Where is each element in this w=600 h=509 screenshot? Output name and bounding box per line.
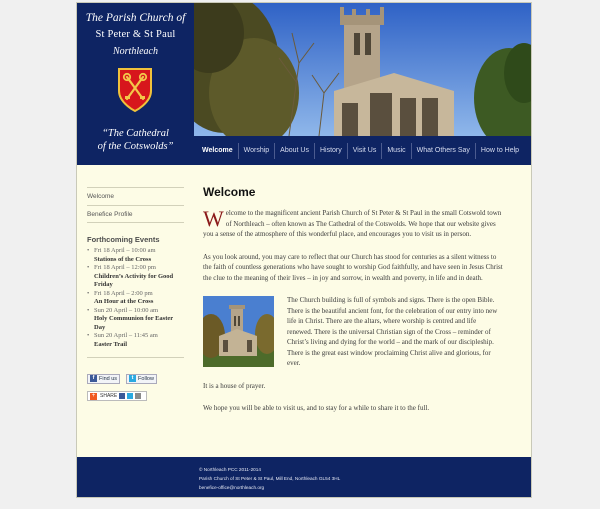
- event-date: Fri 18 April – 10:00 am: [94, 247, 156, 254]
- church-thumbnail-photo: [203, 296, 274, 367]
- brand-line-2: St Peter & St Paul: [95, 29, 176, 40]
- share-email-icon[interactable]: [135, 393, 141, 399]
- event-title: Holy Communion for Easter Day: [94, 315, 174, 331]
- event-title: Easter Trail: [94, 340, 128, 348]
- brand-line-3: Northleach: [113, 46, 158, 57]
- event-item[interactable]: [87, 332, 184, 349]
- events-heading: Forthcoming Events: [87, 235, 160, 244]
- nav-item-welcome[interactable]: Welcome: [197, 143, 239, 159]
- facebook-label: Find us: [99, 375, 118, 382]
- footer-email[interactable]: benefice-office@northleach.org: [199, 485, 265, 490]
- nav-item-about-us[interactable]: About Us: [275, 143, 315, 159]
- main-navigation: [194, 136, 532, 165]
- intro-paragraph: [203, 208, 503, 240]
- brand-quote-line-2: of the Cotswolds”: [97, 141, 174, 152]
- event-date: Sun 20 April – 10:00 am: [94, 306, 159, 314]
- page-title: Welcome: [203, 185, 256, 199]
- events-list: [87, 247, 184, 349]
- church-tower-hero-image: [194, 3, 532, 136]
- site-footer: [77, 457, 532, 498]
- sidebar-item-benefice-profile[interactable]: Benefice Profile: [87, 205, 184, 223]
- footer-address: Parish Church of St Peter & St Paul, Mill End, Northleach GL54 3HL: [199, 476, 341, 481]
- church-thumbnail-image: [203, 296, 274, 367]
- sidebar-item-welcome[interactable]: Welcome: [87, 187, 184, 205]
- event-date: Fri 18 April – 12:00 pm: [94, 264, 156, 271]
- reflection-paragraph: As you look around, you may care to reflect that our Church has stood for centuries as a silent witness to the faith of countless generations who have sought to worship God faithfully, and have seen in Jesus Christ the clue to the meaning of their lives – in joy and sorrow, in wealth and poverty, in life and in death.: [203, 252, 503, 282]
- sidebar: [87, 187, 184, 401]
- nav-item-how-to-help[interactable]: How to Help: [480, 146, 520, 154]
- share-button[interactable]: [87, 391, 147, 401]
- symbols-paragraph: The Church building is full of symbols and signs. There is the open Bible. There is the beautiful ancient font, for the celebration of our entry into new life in Christ. There are the altars, where worship is centred and life renewed. There is the universal Christian sign of the Cross – reminder of Christ’s living and dying for the world – and the mark of our discipleship. There is the great east window proclaiming Christ alive and glorious, for ever.: [287, 296, 498, 367]
- event-item[interactable]: [87, 290, 184, 307]
- main-content: [203, 185, 503, 414]
- drop-cap: W: [203, 206, 224, 231]
- share-label: SHARE: [100, 393, 118, 399]
- share-facebook-icon[interactable]: [119, 393, 125, 399]
- social-buttons: [87, 357, 184, 384]
- nav-item-history[interactable]: History: [315, 143, 348, 159]
- share-plus-icon: +: [91, 392, 96, 399]
- event-item[interactable]: [87, 264, 184, 290]
- facebook-icon: f: [90, 375, 97, 382]
- footer-copyright: © Northleach PCC 2011-2014: [199, 467, 261, 472]
- event-title: Stations of the Cross: [94, 255, 152, 263]
- nav-item-visit-us[interactable]: Visit Us: [348, 143, 383, 159]
- prayer-paragraph: It is a house of prayer.: [203, 381, 266, 390]
- event-item[interactable]: [87, 307, 184, 333]
- nav-item-music[interactable]: Music: [382, 143, 411, 159]
- crossed-keys-shield-icon: [117, 67, 153, 113]
- church-photo: [194, 3, 532, 136]
- nav-item-what-others-say[interactable]: What Others Say: [412, 143, 476, 159]
- brand-line-1: The Parish Church of: [85, 12, 186, 24]
- brand-quote-line-1: “The Cathedral: [102, 128, 169, 139]
- twitter-follow-button[interactable]: [126, 374, 157, 384]
- twitter-label: Follow: [138, 375, 154, 382]
- page-container: [76, 2, 532, 498]
- intro-text: elcome to the magnificent ancient Parish Church of St Peter & St Paul in the small Cotswold town of Northleach – often known as The Cathedral of the Cotswolds. We hope that our website gives you a sense of the atmosphere of this wonderful place, and encourages you to visit us in person.: [203, 209, 502, 238]
- facebook-button[interactable]: [87, 374, 120, 384]
- event-date: Fri 18 April – 2:00 pm: [94, 289, 153, 297]
- event-title: An Hour at the Cross: [94, 298, 154, 305]
- share-twitter-icon[interactable]: [127, 393, 133, 399]
- church-branding[interactable]: [77, 3, 194, 165]
- closing-paragraph: We hope you will be able to visit us, and to stay for a while to share it to the full.: [203, 404, 430, 412]
- event-date: Sun 20 April – 11:45 am: [94, 332, 158, 339]
- twitter-bird-icon: t: [129, 375, 136, 382]
- event-title: Children’s Activity for Good Friday: [94, 272, 174, 288]
- brand-quote: [77, 127, 194, 153]
- symbols-section: [203, 295, 503, 369]
- nav-item-worship[interactable]: Worship: [239, 143, 276, 159]
- event-item[interactable]: [87, 247, 184, 264]
